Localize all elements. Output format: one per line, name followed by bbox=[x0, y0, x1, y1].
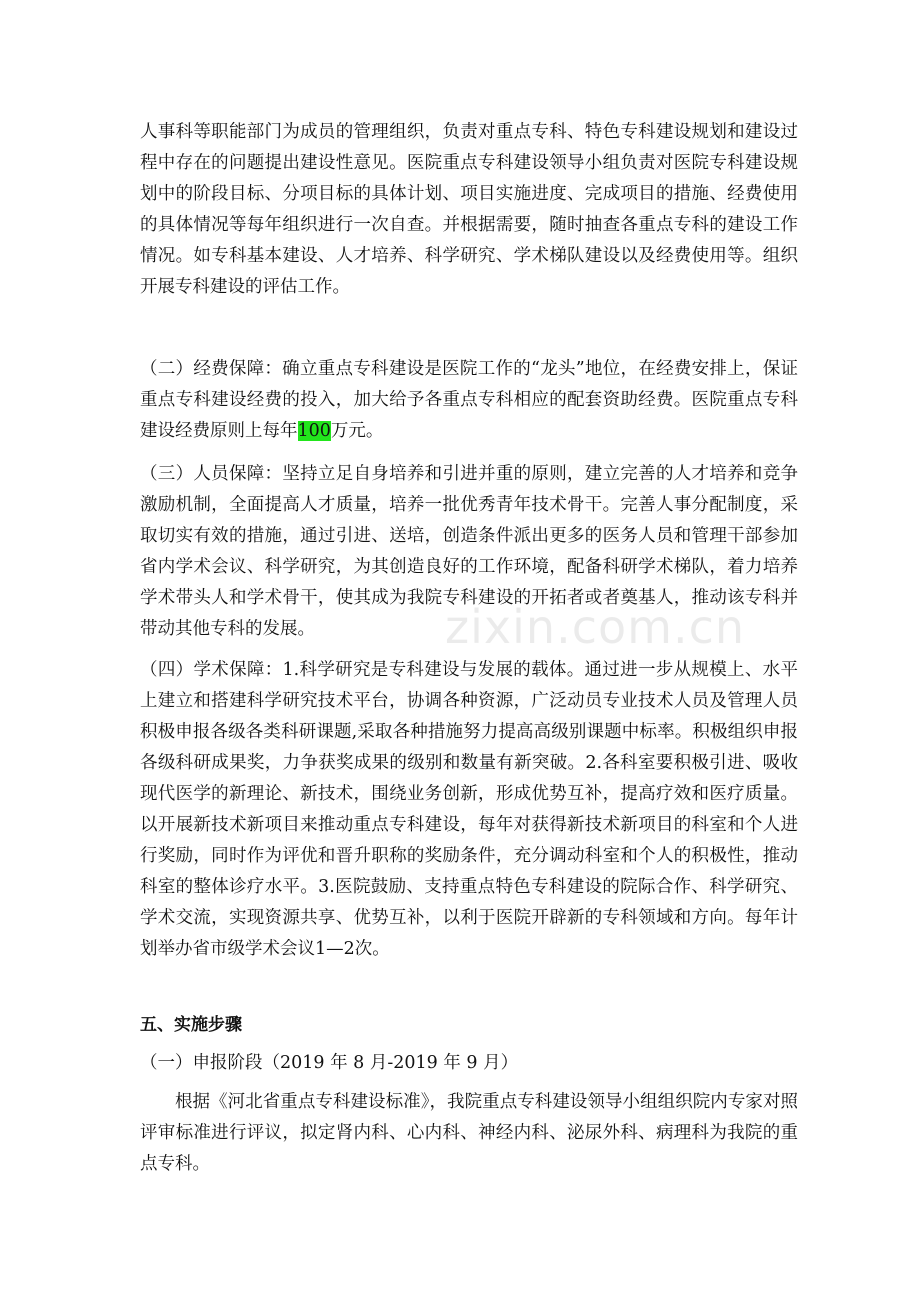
paragraph-funding-guarantee bbox=[140, 354, 798, 447]
paragraph-personnel-guarantee: （三）人员保障：坚持立足自身培养和引进并重的原则，建立完善的人才培养和竞争激励机制，全面提高人才质量，培养一批优秀青年技术骨干。完善人事分配制度，采取切实有效的措施，通过引进、送培，创造条件派出更多的医务人员和管理干部参加省内学术会议、科学研究，为其创造良好的工作环境，配备科研学术梯队，着力培养学术带头人和学术骨干，使其成为我院专科建设的开拓者或者奠基人，推动该专科并带动其他专科的发展。 bbox=[140, 464, 798, 639]
funding-text: （二）经费保障：确立重点专科建设是医院工作的“龙头”地位，在经费安排上，保证重点专科建设经费的投入，加大给予各重点专科相应的配套资助经费。医院重点专科建设经费原则上每年 bbox=[140, 359, 798, 441]
highlighted-amount: 100 bbox=[297, 421, 331, 441]
paragraph-academic-guarantee: （四）学术保障：1.科学研究是专科建设与发展的载体。通过进一步从规模上、水平上建立和搭建科学研究技术平台，协调各种资源，广泛动员专业技术人员及管理人员积极申报各级各类科研课题,采取各种措施努力提高高级别课题中标率。积极组织申报各级科研成果奖，力争获奖成果的级别和数量有新突破。2.各科室要积极引进、吸收现代医学的新理论、新技术，围绕业务创新，形成优势互补，提高疗效和医疗质量。以开展新技术新项目来推动重点专科建设，每年对获得新技术新项目的科室和个人进行奖励，同时作为评优和晋升职称的奖励条件，充分调动科室和个人的积极性，推动科室的整体诊疗水平。3.医院鼓励、支持重点特色专科建设的院际合作、科学研究、学术交流，实现资源共享、优势互补，以利于医院开辟新的专科领域和方向。每年计划举办省市级学术会议1—2次。 bbox=[140, 660, 798, 959]
section-heading-implementation-steps: 五、实施步骤 bbox=[140, 1015, 242, 1035]
paragraph-management-organization: 人事科等职能部门为成员的管理组织，负责对重点专科、特色专科建设规划和建设过程中存在的问题提出建设性意见。医院重点专科建设领导小组负责对医院专科建设规划中的阶段目标、分项目标的具体计划、项目实施进度、完成项目的措施、经费使用的具体情况等每年组织进行一次自查。并根据需要，随时抽查各重点专科的建设工作情况。如专科基本建设、人才培养、科学研究、学术梯队建设以及经费使用等。组织开展专科建设的评估工作。 bbox=[140, 122, 798, 297]
paragraph-application-detail: 根据《河北省重点专科建设标准》，我院重点专科建设领导小组组织院内专家对照评审标准进行评议，拟定肾内科、心内科、神经内科、泌尿外科、病理科为我院的重点专科。 bbox=[140, 1092, 798, 1174]
funding-unit: 万元。 bbox=[330, 421, 384, 441]
step-application-stage: （一）申报阶段（2019 年 8 月-2019 年 9 月） bbox=[140, 1053, 519, 1073]
watermark: zixin.com.cn bbox=[445, 600, 746, 654]
